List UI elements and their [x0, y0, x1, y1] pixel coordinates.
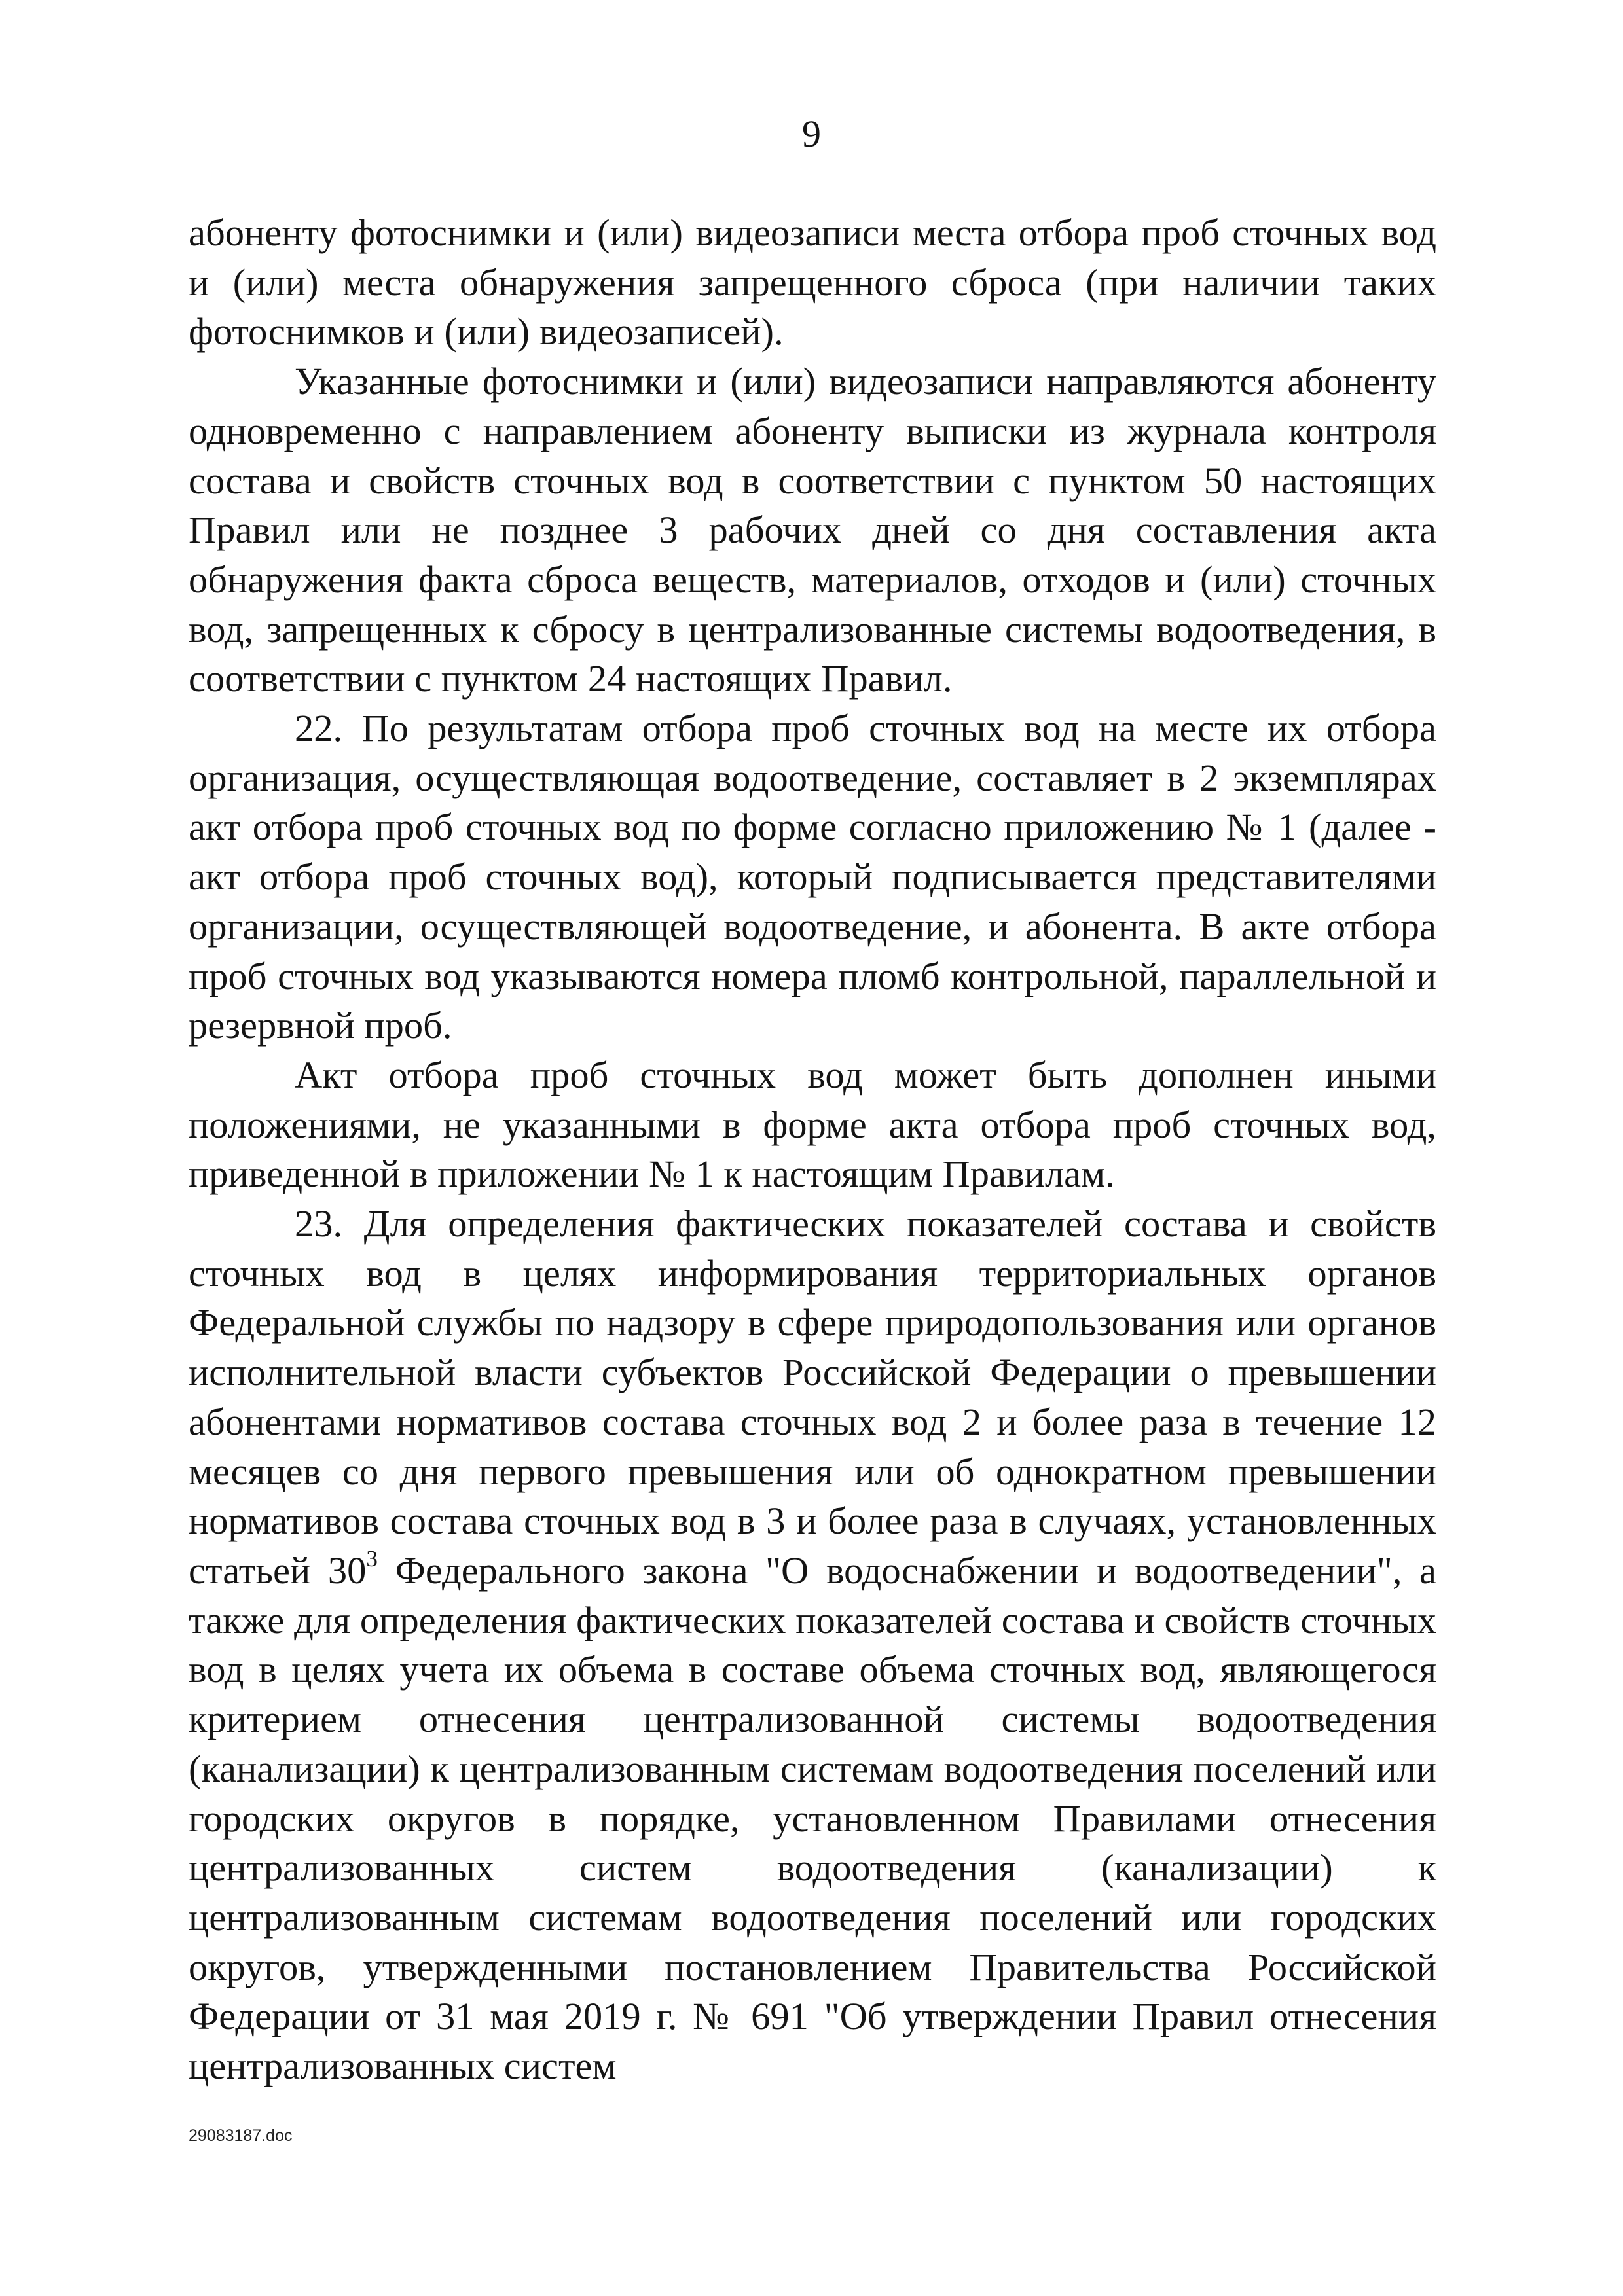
footer-doc-id: 29083187.doc	[189, 2126, 293, 2145]
paragraph-act-supplement: Акт отбора проб сточных вод может быть дополнен иными положениями, не указанными в форме акта отбора проб сточных вод, приведенной в приложении № 1 к настоящим Правилам.	[189, 1053, 1436, 1196]
article-superscript: 3	[366, 1546, 378, 1572]
paragraph-23-text-end: Федерального закона "О водоснабжении и водоотведении", а также для определения фактических показателей состава и свойств сточных вод в целях учета их объема в составе объема сточных вод, являющегося критерием отнесения централизованной системы водоотведения (канализации) к централизованным системам водоотведения поселений или городских округов в порядке, установленном Правилами отнесения централизованных систем водоотведения (канализации) к централизованным системам водоотведения поселений или городских округов, утвержденными постановлением Правительства Российской Федерации от 31 мая 2019 г. № 691 "Об утверждении Правил отнесения централизованных систем	[189, 1549, 1436, 2088]
paragraph-2: Указанные фотоснимки и (или) видеозаписи направляются абоненту одновременно с направлением абоненту выписки из журнала контроля состава и свойств сточных вод в соответствии с пунктом 50 настоящих Правил или не позднее 3 рабочих дней со дня составления акта обнаружения факта сброса веществ, материалов, отходов и (или) сточных вод, запрещенных к сбросу в централизованные системы водоотведения, в соответствии с пунктом 24 настоящих Правил.	[189, 360, 1436, 700]
document-body	[189, 208, 1436, 2091]
page-number: 9	[802, 113, 821, 155]
paragraph-23-text-start: 23. Для определения фактических показателей состава и свойств сточных вод в целях информирования территориальных органов Федеральной службы по надзору в сфере природопользования или органов исполнительной власти субъектов Российской Федерации о превышении абонентами нормативов состава сточных вод 2 и более раза в течение 12 месяцев со дня первого превышения или об однократном превышении нормативов состава сточных вод в 3 и более раза в случаях, установленных статьей 30	[189, 1202, 1436, 1592]
paragraph-23	[189, 1199, 1436, 2091]
paragraph-22: 22. По результатам отбора проб сточных вод на месте их отбора организация, осуществляющая водоотведение, составляет в 2 экземплярах акт отбора проб сточных вод по форме согласно приложению № 1 (далее - акт отбора проб сточных вод), который подписывается представителями организации, осуществляющей водоотведение, и абонента. В акте отбора проб сточных вод указываются номера пломб контрольной, параллельной и резервной проб.	[189, 707, 1436, 1047]
paragraph-1: абоненту фотоснимки и (или) видеозаписи места отбора проб сточных вод и (или) места обнаружения запрещенного сброса (при наличии таких фотоснимков и (или) видеозаписей).	[189, 211, 1436, 353]
